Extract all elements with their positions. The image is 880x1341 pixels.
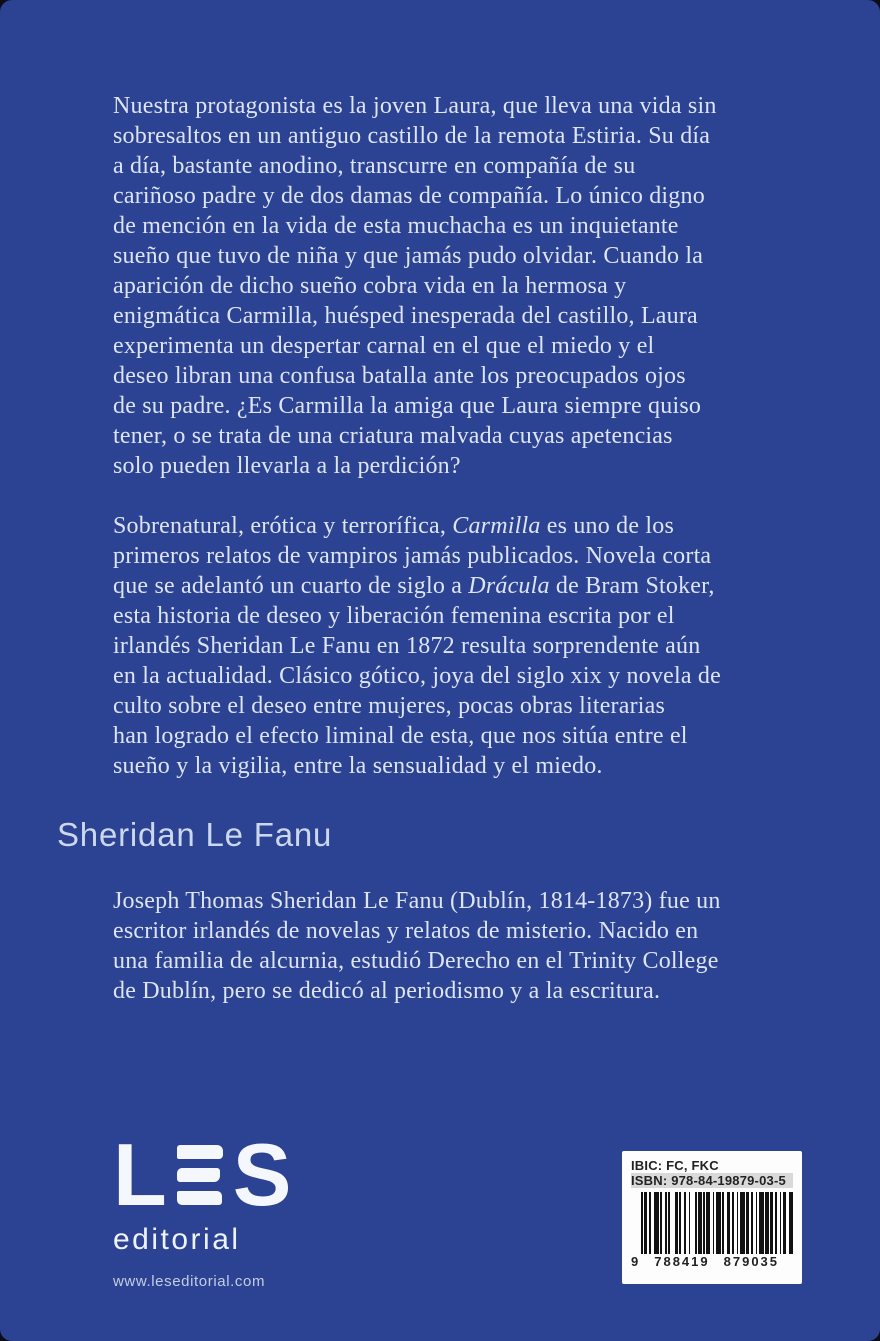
publisher-website: www.leseditorial.com: [113, 1273, 266, 1290]
publisher-logo-subtitle: editorial: [113, 1223, 241, 1256]
author-bio-paragraph: [113, 886, 721, 1006]
text-line: de su padre. ¿Es Carmilla la amiga que Laura siempre quiso: [113, 393, 702, 419]
barcode-digit-group-2: 879035: [723, 1254, 780, 1269]
isbn-text: ISBN: 978-84-19879-03-5: [631, 1173, 793, 1188]
logo-letter-l: L: [113, 1125, 167, 1224]
text-line: aparición de dicho sueño cobra vida en la hermosa y: [113, 273, 627, 299]
text-line: enigmática Carmilla, huésped inesperada del castillo, Laura: [113, 303, 698, 329]
synopsis-paragraph-2: [113, 511, 721, 781]
text-line: sueño y la vigilia, entre la sensualidad y el miedo.: [113, 753, 603, 779]
text-line: tener, o se trata de una criatura malvada cuyas apetencias: [113, 423, 673, 449]
text-line: primeros relatos de vampiros jamás publicados. Novela corta: [113, 543, 712, 569]
text-line: solo pueden llevarla a la perdición?: [113, 453, 461, 479]
barcode-digit-group-1: 788419: [654, 1254, 710, 1269]
text-line: cariñoso padre y de dos damas de compañía. Lo único digno: [113, 183, 705, 209]
text-line: una familia de alcurnia, estudió Derecho en el Trinity College: [113, 948, 719, 974]
text-line: Nuestra protagonista es la joven Laura, que lleva una vida sin: [113, 93, 717, 119]
logo-letter-e-bars-icon: [177, 1145, 223, 1207]
text-line: deseo libran una confusa batalla ante los preocupados ojos: [113, 363, 686, 389]
barcode-digit-lead: 9: [631, 1254, 641, 1269]
text-line: sueño que tuvo de niña y que jamás pudo olvidar. Cuando la: [113, 243, 704, 269]
author-name-heading: Sheridan Le Fanu: [57, 816, 333, 853]
text-line: en la actualidad. Clásico gótico, joya del siglo xix y novela de: [113, 663, 721, 689]
text-line: de Dublín, pero se dedicó al periodismo y a la escritura.: [113, 978, 661, 1004]
logo-letter-s: S: [232, 1125, 292, 1224]
text-line: que se adelantó un cuarto de siglo a Drácula de Bram Stoker,: [113, 573, 715, 599]
text-line: Joseph Thomas Sheridan Le Fanu (Dublín, 1814-1873) fue un: [113, 888, 721, 914]
publisher-logo: [113, 1125, 292, 1290]
text-line: Sobrenatural, erótica y terrorífica, Carmilla es uno de los: [113, 513, 674, 539]
text-line: de mención en la vida de esta muchacha es un inquietante: [113, 213, 679, 239]
synopsis-paragraph-1: [113, 91, 717, 481]
text-line: esta historia de deseo y liberación femenina escrita por el: [113, 603, 675, 629]
text-line: irlandés Sheridan Le Fanu en 1872 resulta sorprendente aún: [113, 633, 701, 659]
text-line: a día, bastante anodino, transcurre en compañía de su: [113, 153, 636, 179]
publisher-logo-wordmark: [113, 1125, 292, 1224]
barcode-bars-icon: [631, 1192, 793, 1254]
text-line: culto sobre el deseo entre mujeres, pocas obras literarias: [113, 693, 666, 719]
text-line: experimenta un despertar carnal en el que el miedo y el: [113, 333, 655, 359]
ibic-code-text: IBIC: FC, FKC: [631, 1158, 719, 1173]
barcode-digits: [631, 1255, 793, 1269]
text-line: sobresaltos en un antiguo castillo de la remota Estiria. Su día: [113, 123, 711, 149]
barcode-panel: [622, 1151, 802, 1284]
text-line: han logrado el efecto liminal de esta, que nos sitúa entre el: [113, 723, 688, 749]
text-line: escritor irlandés de novelas y relatos de misterio. Nacido en: [113, 918, 699, 944]
